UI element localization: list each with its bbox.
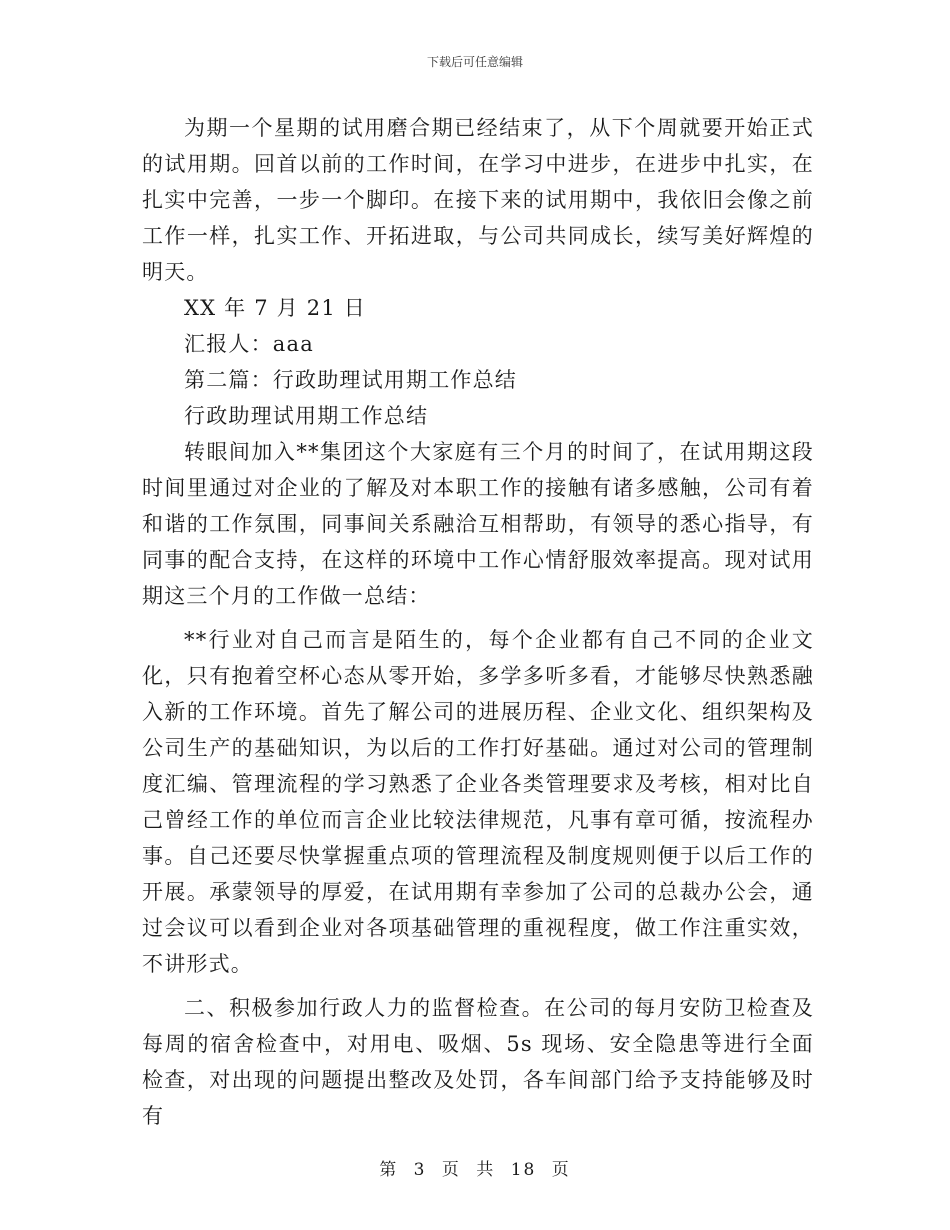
document-body: [142, 110, 814, 1134]
paragraph-intro: 转眼间加入**集团这个大家庭有三个月的时间了，在试用期这段时间里通过对企业的了解及对本职工作的接触有诸多感触，公司有着和谐的工作氛围，同事间关系融洽互相帮助，有领导的悉心指导，有同事的配合支持，在这样的环境中工作心情舒服效率提高。现对试用期这三个月的工作做一总结：: [142, 440, 814, 608]
paragraph-inspection: 二、积极参加行政人力的监督检查。在公司的每月安防卫检查及每周的宿舍检查中，对用电、吸烟、5s 现场、安全隐患等进行全面检查，对出现的问题提出整改及处罚，各车间部门给予支持能够及时有: [142, 996, 814, 1128]
paragraph-industry: **行业对自己而言是陌生的，每个企业都有自己不同的企业文化，只有抱着空杯心态从零开始，多学多听多看，才能够尽快熟悉融入新的工作环境。首先了解公司的进展历程、企业文化、组织架构及公司生产的基础知识，为以后的工作打好基础。通过对公司的管理制度汇编、管理流程的学习熟悉了企业各类管理要求及考核，相对比自己曾经工作的单位而言企业比较法律规范，凡事有章可循，按流程办事。自己还要尽快掌握重点项的管理流程及制度规则便于以后工作的开展。承蒙领导的厚爱，在试用期有幸参加了公司的总裁办公会，通过会议可以看到企业对各项基础管理的重视程度，做工作注重实效，不讲形式。: [142, 628, 814, 976]
reporter-line: 汇报人：aaa: [184, 332, 314, 356]
page-header-note: 下载后可任意编辑: [426, 55, 523, 69]
report-date: XX 年 7 月 21 日: [184, 296, 366, 320]
page-number-footer: 第 3 页 共 18 页: [379, 1160, 571, 1180]
document-title: 行政助理试用期工作总结: [184, 404, 429, 428]
section-title: 第二篇：行政助理试用期工作总结: [184, 368, 517, 392]
paragraph-trial-summary: 为期一个星期的试用磨合期已经结束了，从下个周就要开始正式的试用期。回首以前的工作时间，在学习中进步，在进步中扎实，在扎实中完善，一步一个脚印。在接下来的试用期中，我依旧会像之前工作一样，扎实工作、开拓进取，与公司共同成长，续写美好辉煌的明天。: [142, 116, 814, 284]
